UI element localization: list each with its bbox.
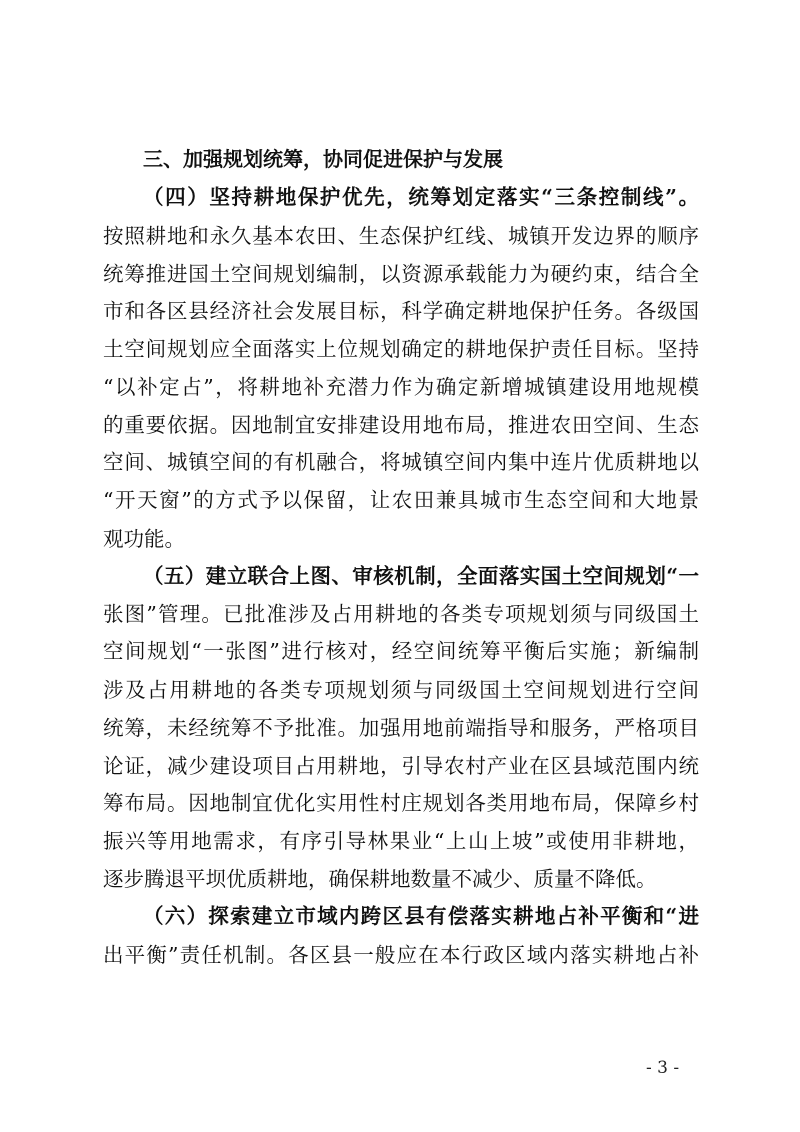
page-number: - 3 - bbox=[646, 1058, 680, 1078]
paragraph-4-line-2: 按照耕地和永久基本农田、生态保护红线、城镇开发边界的顺序 bbox=[103, 224, 699, 248]
paragraph-5-line-2: 张图”管理。已批准涉及占用耕地的各类专项规划须与同级国土 bbox=[103, 602, 699, 626]
section-heading: 三、加强规划统筹，协同促进保护与发展 bbox=[143, 147, 503, 171]
paragraph-5-line-4: 涉及占用耕地的各类专项规划须与同级国土空间规划进行空间 bbox=[103, 678, 699, 702]
paragraph-4-line-8: 空间、城镇空间的有机融合，将城镇空间内集中连片优质耕地以 bbox=[103, 450, 699, 474]
paragraph-5-line-7: 筹布局。因地制宜优化实用性村庄规划各类用地布局，保障乡村 bbox=[103, 791, 699, 815]
paragraph-5-line-1: （五）建立联合上图、审核机制，全面落实国土空间规划“一 bbox=[143, 564, 699, 588]
paragraph-4-line-1: （四）坚持耕地保护优先，统筹划定落实“三条控制线”。 bbox=[143, 185, 699, 209]
paragraph-6-line-1: （六）探索建立市域内跨区县有偿落实耕地占补平衡和“进 bbox=[143, 904, 699, 928]
paragraph-4-line-6: “以补定占”，将耕地补充潜力作为确定新增城镇建设用地规模 bbox=[103, 375, 699, 399]
paragraph-4-line-10: 观功能。 bbox=[103, 527, 185, 551]
paragraph-4-line-3: 统筹推进国土空间规划编制，以资源承载能力为硬约束，结合全 bbox=[103, 262, 699, 286]
paragraph-5-line-3: 空间规划“一张图”进行核对，经空间统筹平衡后实施；新编制 bbox=[103, 639, 699, 663]
paragraph-4-line-7: 的重要依据。因地制宜安排建设用地布局，推进农田空间、生态 bbox=[103, 413, 699, 437]
paragraph-5-line-9: 逐步腾退平坝优质耕地，确保耕地数量不减少、质量不降低。 bbox=[103, 867, 657, 891]
paragraph-6-line-2: 出平衡”责任机制。各区县一般应在本行政区域内落实耕地占补 bbox=[103, 943, 699, 967]
paragraph-4-line-5: 土空间规划应全面落实上位规划确定的耕地保护责任目标。坚持 bbox=[103, 337, 699, 361]
paragraph-4-line-4: 市和各区县经济社会发展目标，科学确定耕地保护任务。各级国 bbox=[103, 299, 699, 323]
paragraph-5-line-5: 统筹，未经统筹不予批准。加强用地前端指导和服务，严格项目 bbox=[103, 716, 699, 740]
paragraph-5-line-6: 论证，减少建设项目占用耕地，引导农村产业在区县域范围内统 bbox=[103, 754, 699, 778]
paragraph-4-line-9: “开天窗”的方式予以保留，让农田兼具城市生态空间和大地景 bbox=[103, 488, 699, 512]
paragraph-5-line-8: 振兴等用地需求，有序引导林果业“上山上坡”或使用非耕地， bbox=[103, 829, 699, 853]
